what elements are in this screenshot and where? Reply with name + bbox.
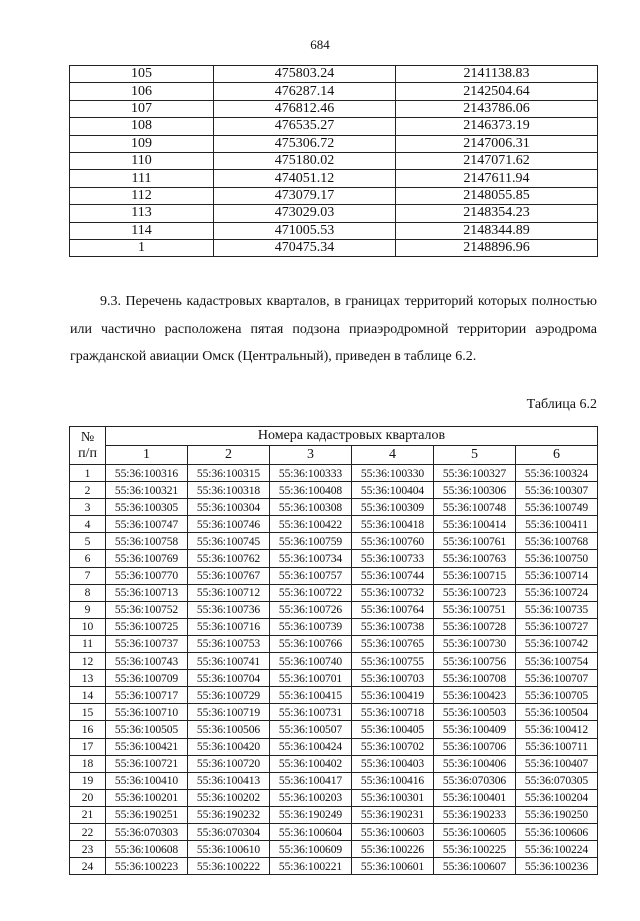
cadastral-number-cell: 55:36:100404 [352,482,434,499]
coord-x-cell: 471005.53 [214,222,396,239]
cadastral-number-cell: 55:36:100421 [106,738,188,755]
cadastral-number-cell: 55:36:100420 [188,738,270,755]
point-number-cell: 111 [70,170,214,187]
row-number-cell: 19 [70,772,106,789]
cadastral-number-cell: 55:36:100417 [270,772,352,789]
cadastral-number-cell: 55:36:100707 [516,670,598,687]
cadastral-number-cell: 55:36:100722 [270,584,352,601]
cadastral-number-cell: 55:36:100308 [270,499,352,516]
cadastral-number-cell: 55:36:100226 [352,841,434,858]
table-row [70,482,598,499]
cadastral-number-cell: 55:36:100741 [188,653,270,670]
cadastral-number-cell: 55:36:100225 [434,841,516,858]
cadastral-number-cell: 55:36:100746 [188,516,270,533]
cadastral-number-cell: 55:36:100423 [434,687,516,704]
cadastral-number-cell: 55:36:100203 [270,789,352,806]
cadastral-number-cell: 55:36:100767 [188,567,270,584]
row-number-cell: 7 [70,567,106,584]
coord-y-cell: 2148354.23 [396,205,598,222]
cadastral-number-cell: 55:36:190233 [434,806,516,823]
coord-y-cell: 2146373.19 [396,118,598,135]
cadastral-number-cell: 55:36:100316 [106,465,188,482]
column-number: 6 [516,446,598,465]
cadastral-number-cell: 55:36:100221 [270,858,352,875]
cadastral-number-cell: 55:36:100305 [106,499,188,516]
cadastral-number-cell: 55:36:100411 [516,516,598,533]
cadastral-number-cell: 55:36:100745 [188,533,270,550]
coordinates-row [70,170,598,187]
cadastral-number-cell: 55:36:100719 [188,704,270,721]
cadastral-number-cell: 55:36:100701 [270,670,352,687]
row-number-cell: 8 [70,584,106,601]
cadastral-number-cell: 55:36:100609 [270,841,352,858]
cadastral-number-cell: 55:36:100333 [270,465,352,482]
point-number-cell: 109 [70,135,214,152]
coord-y-cell: 2148896.96 [396,239,598,256]
coordinates-row [70,152,598,169]
cadastral-number-cell: 55:36:100301 [352,789,434,806]
cadastral-number-cell: 55:36:100737 [106,635,188,652]
cadastral-number-cell: 55:36:100723 [434,584,516,601]
column-number: 4 [352,446,434,465]
table-row [70,516,598,533]
cadastral-number-cell: 55:36:100222 [188,858,270,875]
cadastral-number-cell: 55:36:100607 [434,858,516,875]
table-row [70,465,598,482]
cadastral-header-row [70,427,598,446]
cadastral-number-cell: 55:36:100414 [434,516,516,533]
cadastral-number-cell: 55:36:100424 [270,738,352,755]
point-number-cell: 107 [70,100,214,117]
cadastral-number-cell: 55:36:100732 [352,584,434,601]
cadastral-number-cell: 55:36:100725 [106,618,188,635]
coord-x-cell: 475803.24 [214,66,396,83]
cadastral-number-cell: 55:36:100224 [516,841,598,858]
cadastral-number-cell: 55:36:100715 [434,567,516,584]
cadastral-number-cell: 55:36:100702 [352,738,434,755]
cadastral-number-cell: 55:36:100740 [270,653,352,670]
table-row [70,789,598,806]
row-number-cell: 12 [70,653,106,670]
coordinates-table [69,65,598,257]
cadastral-number-cell: 55:36:100734 [270,550,352,567]
row-number-cell: 16 [70,721,106,738]
cadastral-number-cell: 55:36:100407 [516,755,598,772]
cadastral-table-body [70,465,598,875]
coord-x-cell: 474051.12 [214,170,396,187]
cadastral-number-cell: 55:36:100201 [106,789,188,806]
row-number-cell: 10 [70,618,106,635]
cadastral-number-cell: 55:36:100706 [434,738,516,755]
cadastral-number-cell: 55:36:100324 [516,465,598,482]
cadastral-number-cell: 55:36:100756 [434,653,516,670]
table-row [70,704,598,721]
header-num-symbol: № [80,429,95,445]
cadastral-number-cell: 55:36:100304 [188,499,270,516]
coord-y-cell: 2143786.06 [396,100,598,117]
cadastral-number-cell: 55:36:100306 [434,482,516,499]
cadastral-number-cell: 55:36:100762 [188,550,270,567]
cadastral-number-cell: 55:36:100708 [434,670,516,687]
cadastral-number-cell: 55:36:100726 [270,601,352,618]
cadastral-number-cell: 55:36:100504 [516,704,598,721]
cadastral-number-cell: 55:36:100327 [434,465,516,482]
cadastral-number-cell: 55:36:100744 [352,567,434,584]
cadastral-number-cell: 55:36:100769 [106,550,188,567]
table-row [70,670,598,687]
coordinates-row [70,135,598,152]
cadastral-number-cell: 55:36:190251 [106,806,188,823]
cadastral-column-numbers [70,446,598,465]
header-group-title: Номера кадастровых кварталов [106,427,598,446]
table-row [70,550,598,567]
cadastral-number-cell: 55:36:100750 [516,550,598,567]
point-number-cell: 113 [70,205,214,222]
cadastral-number-cell: 55:36:100728 [434,618,516,635]
cadastral-number-cell: 55:36:100739 [270,618,352,635]
row-number-cell: 18 [70,755,106,772]
cadastral-number-cell: 55:36:100401 [434,789,516,806]
point-number-cell: 108 [70,118,214,135]
section-paragraph [70,288,597,371]
cadastral-number-cell: 55:36:100419 [352,687,434,704]
cadastral-number-cell: 55:36:100721 [106,755,188,772]
cadastral-number-cell: 55:36:100764 [352,601,434,618]
table-row [70,772,598,789]
cadastral-number-cell: 55:36:100204 [516,789,598,806]
cadastral-number-cell: 55:36:100757 [270,567,352,584]
coordinates-row [70,66,598,83]
cadastral-number-cell: 55:36:100406 [434,755,516,772]
row-number-cell: 11 [70,635,106,652]
cadastral-number-cell: 55:36:100766 [270,635,352,652]
cadastral-number-cell: 55:36:100727 [516,618,598,635]
cadastral-number-cell: 55:36:100718 [352,704,434,721]
cadastral-number-cell: 55:36:100605 [434,823,516,840]
cadastral-number-cell: 55:36:100315 [188,465,270,482]
header-row-number [70,427,106,465]
cadastral-number-cell: 55:36:100770 [106,567,188,584]
cadastral-number-cell: 55:36:100709 [106,670,188,687]
cadastral-number-cell: 55:36:100711 [516,738,598,755]
table-row [70,755,598,772]
table-caption: Таблица 6.2 [526,397,597,412]
cadastral-number-cell: 55:36:100724 [516,584,598,601]
cadastral-number-cell: 55:36:100768 [516,533,598,550]
coordinates-table-body [70,66,598,257]
row-number-cell: 20 [70,789,106,806]
coordinates-row [70,100,598,117]
point-number-cell: 110 [70,152,214,169]
cadastral-number-cell: 55:36:100729 [188,687,270,704]
point-number-cell: 112 [70,187,214,204]
cadastral-number-cell: 55:36:100507 [270,721,352,738]
cadastral-number-cell: 55:36:100735 [516,601,598,618]
cadastral-number-cell: 55:36:100703 [352,670,434,687]
cadastral-number-cell: 55:36:100422 [270,516,352,533]
cadastral-number-cell: 55:36:100730 [434,635,516,652]
table-row [70,687,598,704]
cadastral-number-cell: 55:36:100318 [188,482,270,499]
cadastral-number-cell: 55:36:100751 [434,601,516,618]
table-row [70,601,598,618]
cadastral-number-cell: 55:36:100408 [270,482,352,499]
coord-x-cell: 476535.27 [214,118,396,135]
coord-y-cell: 2147006.31 [396,135,598,152]
row-number-cell: 5 [70,533,106,550]
row-number-cell: 21 [70,806,106,823]
column-number: 5 [434,446,516,465]
coord-y-cell: 2148055.85 [396,187,598,204]
table-row [70,858,598,875]
cadastral-number-cell: 55:36:100236 [516,858,598,875]
cadastral-number-cell: 55:36:100606 [516,823,598,840]
cadastral-number-cell: 55:36:100704 [188,670,270,687]
cadastral-number-cell: 55:36:100742 [516,635,598,652]
coord-y-cell: 2141138.83 [396,66,598,83]
cadastral-number-cell: 55:36:100505 [106,721,188,738]
cadastral-number-cell: 55:36:190232 [188,806,270,823]
cadastral-number-cell: 55:36:100765 [352,635,434,652]
cadastral-number-cell: 55:36:100603 [352,823,434,840]
coordinates-row [70,222,598,239]
cadastral-number-cell: 55:36:100714 [516,567,598,584]
cadastral-number-cell: 55:36:100402 [270,755,352,772]
cadastral-number-cell: 55:36:100506 [188,721,270,738]
table-row [70,567,598,584]
point-number-cell: 114 [70,222,214,239]
coordinates-row [70,239,598,256]
cadastral-number-cell: 55:36:100309 [352,499,434,516]
cadastral-number-cell: 55:36:100749 [516,499,598,516]
point-number-cell: 106 [70,83,214,100]
row-number-cell: 17 [70,738,106,755]
cadastral-number-cell: 55:36:100731 [270,704,352,721]
cadastral-number-cell: 55:36:070304 [188,823,270,840]
paragraph-text: 9.3. Перечень кадастровых кварталов, в границах территорий которых полностью или частично расположена пятая подзона приаэродромной территории аэродрома гражданской авиации Омск (Центральный), приведен в таблице 6.2. [70,294,597,364]
table-row [70,721,598,738]
table-row [70,738,598,755]
cadastral-number-cell: 55:36:100761 [434,533,516,550]
table-row [70,533,598,550]
coordinates-row [70,83,598,100]
column-number: 1 [106,446,188,465]
table-row [70,841,598,858]
point-number-cell: 1 [70,239,214,256]
table-row [70,584,598,601]
cadastral-number-cell: 55:36:100712 [188,584,270,601]
coord-x-cell: 475180.02 [214,152,396,169]
coord-y-cell: 2142504.64 [396,83,598,100]
row-number-cell: 3 [70,499,106,516]
cadastral-number-cell: 55:36:100720 [188,755,270,772]
coordinates-row [70,187,598,204]
cadastral-number-cell: 55:36:100713 [106,584,188,601]
cadastral-number-cell: 55:36:100747 [106,516,188,533]
cadastral-number-cell: 55:36:100755 [352,653,434,670]
coordinates-row [70,118,598,135]
cadastral-number-cell: 55:36:100601 [352,858,434,875]
cadastral-number-cell: 55:36:100416 [352,772,434,789]
cadastral-number-cell: 55:36:070306 [434,772,516,789]
coord-y-cell: 2148344.89 [396,222,598,239]
cadastral-number-cell: 55:36:100413 [188,772,270,789]
table-row [70,618,598,635]
cadastral-number-cell: 55:36:100405 [352,721,434,738]
table-row [70,806,598,823]
cadastral-number-cell: 55:36:100410 [106,772,188,789]
table-row [70,635,598,652]
cadastral-number-cell: 55:36:100743 [106,653,188,670]
cadastral-number-cell: 55:36:100717 [106,687,188,704]
cadastral-number-cell: 55:36:100758 [106,533,188,550]
cadastral-number-cell: 55:36:070303 [106,823,188,840]
coord-x-cell: 473079.17 [214,187,396,204]
cadastral-number-cell: 55:36:070305 [516,772,598,789]
cadastral-quarters-table [69,426,598,875]
cadastral-number-cell: 55:36:100753 [188,635,270,652]
coord-y-cell: 2147611.94 [396,170,598,187]
row-number-cell: 4 [70,516,106,533]
table-row [70,653,598,670]
row-number-cell: 9 [70,601,106,618]
cadastral-number-cell: 55:36:100738 [352,618,434,635]
cadastral-number-cell: 55:36:100748 [434,499,516,516]
row-number-cell: 6 [70,550,106,567]
cadastral-number-cell: 55:36:100330 [352,465,434,482]
row-number-cell: 15 [70,704,106,721]
cadastral-number-cell: 55:36:100415 [270,687,352,704]
cadastral-number-cell: 55:36:100412 [516,721,598,738]
cadastral-number-cell: 55:36:100705 [516,687,598,704]
table-row [70,499,598,516]
row-number-cell: 2 [70,482,106,499]
cadastral-number-cell: 55:36:100754 [516,653,598,670]
row-number-cell: 24 [70,858,106,875]
cadastral-number-cell: 55:36:100418 [352,516,434,533]
cadastral-number-cell: 55:36:100760 [352,533,434,550]
cadastral-number-cell: 55:36:190231 [352,806,434,823]
cadastral-number-cell: 55:36:100307 [516,482,598,499]
cadastral-number-cell: 55:36:100716 [188,618,270,635]
cadastral-number-cell: 55:36:100409 [434,721,516,738]
row-number-cell: 22 [70,823,106,840]
coord-x-cell: 476287.14 [214,83,396,100]
cadastral-number-cell: 55:36:100759 [270,533,352,550]
column-number: 2 [188,446,270,465]
row-number-cell: 13 [70,670,106,687]
cadastral-number-cell: 55:36:190250 [516,806,598,823]
row-number-cell: 23 [70,841,106,858]
column-number: 3 [270,446,352,465]
coord-x-cell: 476812.46 [214,100,396,117]
cadastral-number-cell: 55:36:100202 [188,789,270,806]
cadastral-number-cell: 55:36:100710 [106,704,188,721]
point-number-cell: 105 [70,66,214,83]
cadastral-number-cell: 55:36:100763 [434,550,516,567]
row-number-cell: 14 [70,687,106,704]
page-number: 684 [310,37,330,52]
row-number-cell: 1 [70,465,106,482]
cadastral-number-cell: 55:36:100610 [188,841,270,858]
cadastral-number-cell: 55:36:190249 [270,806,352,823]
cadastral-number-cell: 55:36:100403 [352,755,434,772]
cadastral-number-cell: 55:36:100733 [352,550,434,567]
coordinates-row [70,205,598,222]
coord-x-cell: 470475.34 [214,239,396,256]
cadastral-number-cell: 55:36:100736 [188,601,270,618]
cadastral-number-cell: 55:36:100604 [270,823,352,840]
coord-x-cell: 473029.03 [214,205,396,222]
cadastral-number-cell: 55:36:100752 [106,601,188,618]
cadastral-number-cell: 55:36:100608 [106,841,188,858]
coord-y-cell: 2147071.62 [396,152,598,169]
coord-x-cell: 475306.72 [214,135,396,152]
cadastral-number-cell: 55:36:100321 [106,482,188,499]
cadastral-number-cell: 55:36:100223 [106,858,188,875]
header-num-label: п/п [78,445,97,461]
table-row [70,823,598,840]
cadastral-number-cell: 55:36:100503 [434,704,516,721]
